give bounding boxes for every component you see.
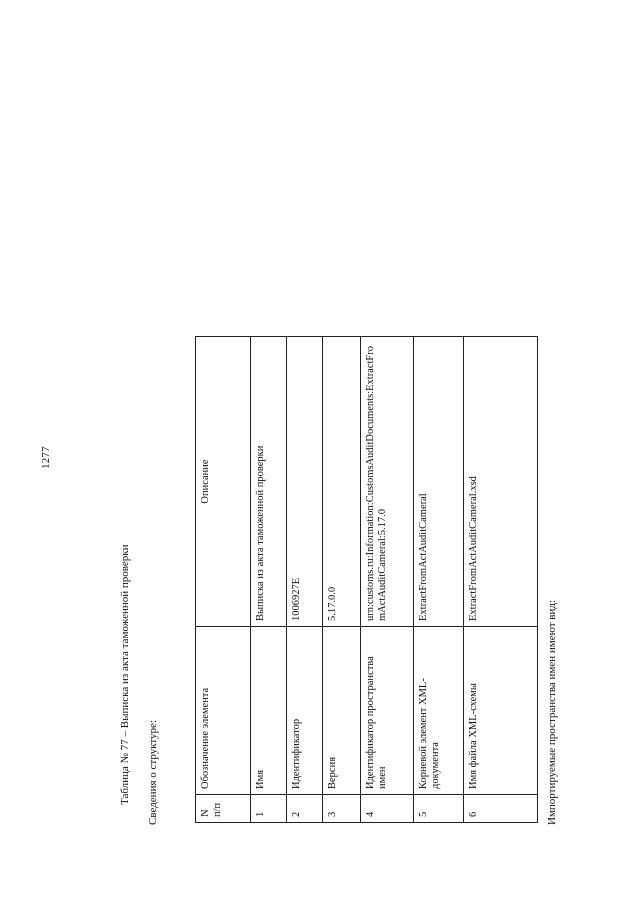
header-number: N п/п bbox=[196, 795, 251, 823]
table-header-row bbox=[196, 337, 251, 823]
table-row bbox=[323, 337, 361, 823]
table-row bbox=[287, 337, 323, 823]
element-description: 1006927E bbox=[287, 337, 323, 627]
table-row bbox=[251, 337, 287, 823]
row-number: 6 bbox=[464, 795, 538, 823]
element-description: ExtractFromActAuditCameral bbox=[414, 337, 464, 627]
element-designation: Версия bbox=[323, 627, 361, 795]
element-designation: Имя файла XML-схемы bbox=[464, 627, 538, 795]
table-row bbox=[464, 337, 538, 823]
header-element-designation: Обозначение элемента bbox=[196, 627, 251, 795]
row-number: 5 bbox=[414, 795, 464, 823]
row-number: 1 bbox=[251, 795, 287, 823]
element-description: Выписка из акта таможенной проверки bbox=[251, 337, 287, 627]
element-description: 5.17.0.0 bbox=[323, 337, 361, 627]
table-row bbox=[414, 337, 464, 823]
page-number: 1277 bbox=[40, 446, 52, 469]
structure-caption: Сведения о структуре: bbox=[147, 720, 159, 825]
imported-namespaces-caption: Импортируемые пространства имен имеют вид: bbox=[546, 599, 558, 825]
element-description: ExtractFromActAuditCameral.xsd bbox=[464, 337, 538, 627]
table-row bbox=[361, 337, 414, 823]
element-designation: Идентификатор пространства имен bbox=[361, 627, 414, 795]
row-number: 4 bbox=[361, 795, 414, 823]
table-title: Таблица № 77 – Выписка из акта таможенной проверки bbox=[119, 544, 131, 805]
structure-table bbox=[195, 336, 538, 823]
header-description: Описание bbox=[196, 337, 251, 627]
row-number: 3 bbox=[323, 795, 361, 823]
row-number: 2 bbox=[287, 795, 323, 823]
element-designation: Имя bbox=[251, 627, 287, 795]
element-designation: Идентификатор bbox=[287, 627, 323, 795]
element-designation: Корневой элемент XML-документа bbox=[414, 627, 464, 795]
element-description: urn:customs.ru:Information:CustomsAuditDocuments:ExtractFromActAuditCameral:5.17.0 bbox=[361, 337, 414, 627]
